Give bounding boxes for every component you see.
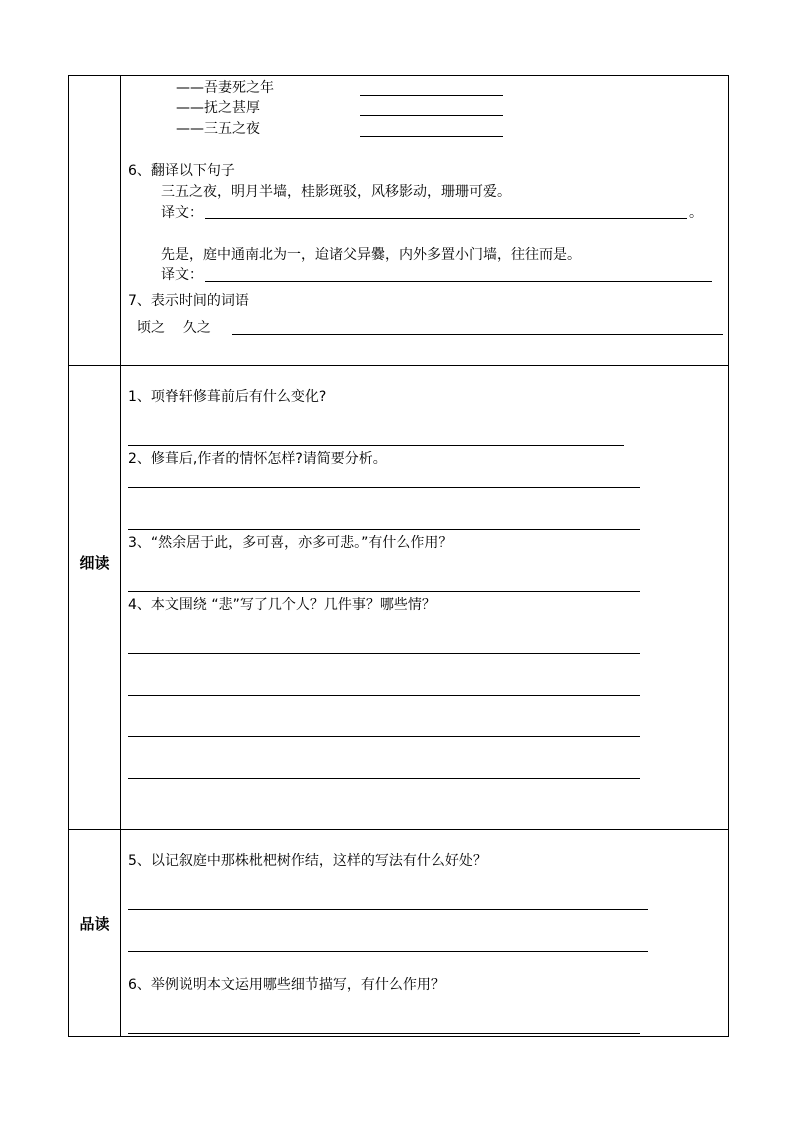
- xidu-q2-answer-line-1[interactable]: [128, 487, 640, 488]
- pindu-question-5: 5、以记叙庭中那株枇杷树作结，这样的写法有什么好处？: [128, 853, 487, 869]
- xidu-q4-answer-line-1[interactable]: [128, 653, 640, 654]
- xidu-q4-answer-line-2[interactable]: [128, 695, 640, 696]
- xidu-q2-answer-line-2[interactable]: [128, 529, 640, 530]
- xidu-question-3: 3、“然余居于此，多可喜，亦多可悲。”有什么作用？: [128, 535, 453, 551]
- translation-line-1[interactable]: [205, 218, 687, 219]
- xidu-question-1: 1、项脊轩修葺前后有什么变化?: [128, 389, 327, 405]
- worksheet-table: [68, 75, 729, 1037]
- xidu-q4-answer-line-4[interactable]: [128, 778, 640, 779]
- period-mark: 。: [689, 205, 703, 221]
- translate-label-1: 译文：: [161, 205, 203, 221]
- column-divider: [120, 76, 121, 1036]
- q7-time-words: 顷之 久之: [137, 320, 211, 336]
- item-wife-death-year: ——吾妻死之年: [176, 80, 274, 96]
- xidu-q4-answer-line-3[interactable]: [128, 736, 640, 737]
- row-divider-1: [69, 365, 728, 366]
- xidu-q1-answer-line[interactable]: [128, 445, 624, 446]
- q6-sentence-1: 三五之夜，明月半墙，桂影斑驳，风移影动，珊珊可爱。: [161, 184, 511, 200]
- pindu-q6-answer-line[interactable]: [128, 1033, 640, 1034]
- xidu-q3-answer-line[interactable]: [128, 591, 640, 592]
- answer-line-item-2[interactable]: [360, 115, 503, 116]
- item-san-wu-zhi-ye: ——三五之夜: [176, 121, 260, 137]
- section-label-xidu: 细读: [79, 554, 110, 572]
- translation-line-2[interactable]: [205, 281, 712, 282]
- question-7-title: 7、表示时间的词语: [128, 293, 249, 309]
- pindu-q5-answer-line-2[interactable]: [128, 951, 648, 952]
- q6-sentence-2: 先是，庭中通南北为一，迨诸父异爨，内外多置小门墙，往往而是。: [161, 247, 581, 263]
- answer-line-item-1[interactable]: [360, 95, 503, 96]
- answer-line-item-3[interactable]: [360, 136, 503, 137]
- row-divider-2: [69, 829, 728, 830]
- translate-label-2: 译文：: [161, 267, 203, 283]
- question-6-title: 6、翻译以下句子: [128, 163, 235, 179]
- xidu-question-2: 2、修葺后,作者的情怀怎样?请简要分析。: [128, 451, 387, 467]
- xidu-question-4: 4、本文围绕 “悲”写了几个人？几件事？哪些情？: [128, 597, 436, 613]
- section-label-pindu: 品读: [79, 915, 110, 933]
- item-fu-zhi-shen-hou: ——抚之甚厚: [176, 100, 260, 116]
- pindu-q5-answer-line-1[interactable]: [128, 909, 648, 910]
- pindu-question-6: 6、举例说明本文运用哪些细节描写，有什么作用？: [128, 977, 445, 993]
- q7-answer-line[interactable]: [232, 334, 723, 335]
